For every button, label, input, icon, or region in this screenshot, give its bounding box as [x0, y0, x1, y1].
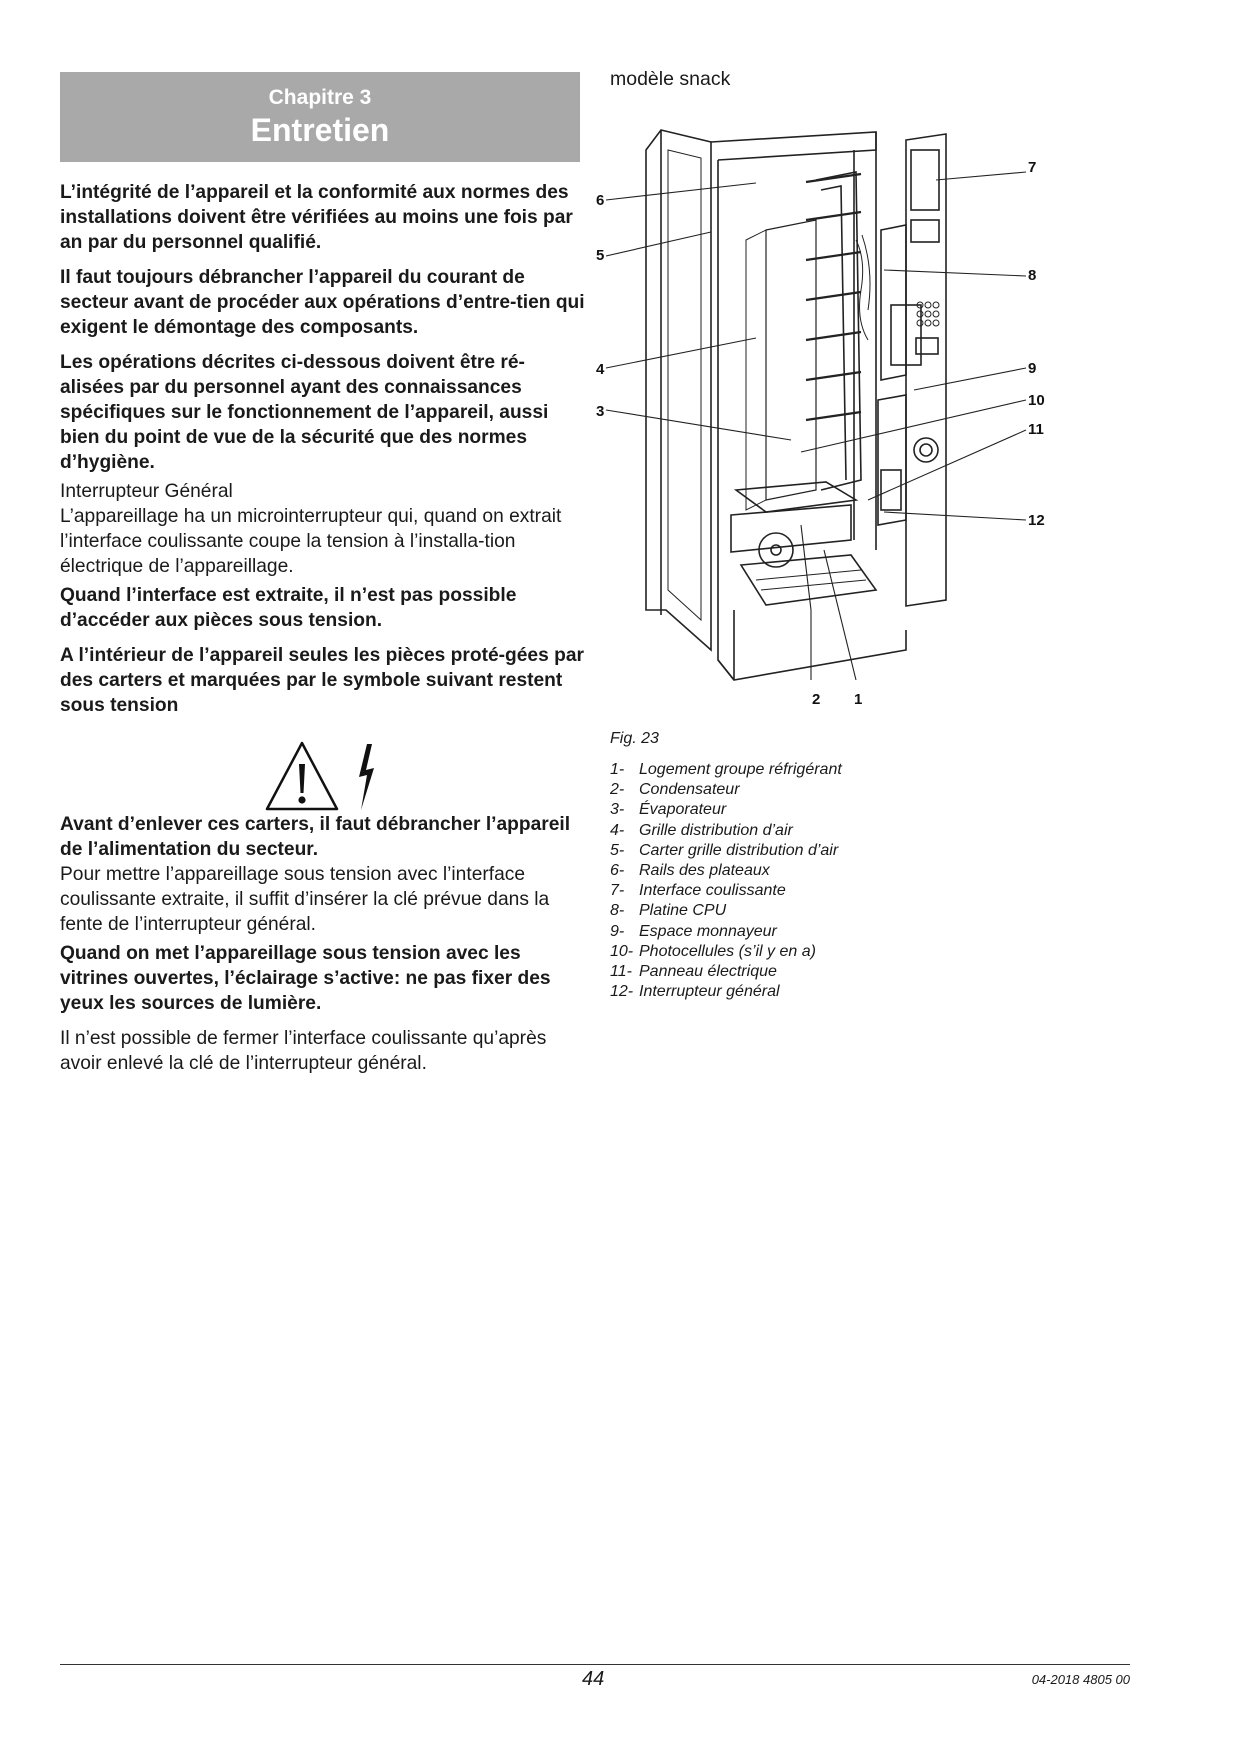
legend-item-number: 5- — [610, 841, 625, 859]
legend-item-number: 1- — [610, 761, 625, 778]
lightning-bolt-icon — [359, 744, 374, 810]
callout-9: 9 — [1028, 360, 1037, 377]
legend-item-number: 10- — [610, 942, 634, 960]
legend-item-text: Logement groupe réfrigérant — [639, 761, 842, 778]
paragraph-close-interface: Il n’est possible de fermer l’interface coulissante qu’après avoir enlevé la clé de l’interrupteur général. — [60, 1028, 547, 1074]
legend-item-text: Évaporateur — [639, 801, 727, 819]
remove-covers-text: Pour mettre l’appareillage sous tension avec l’interface coulissante extraite, il suffit d’insérer la clé prévue dans la fente de l’interrupteur général. — [60, 864, 550, 935]
legend-item — [610, 821, 1030, 841]
main-switch-text: L’appareillage ha un microinterrupteur qui, quand on extrait l’interface coulissante coupe la tension à l’installa-tion électrique de l’appareillage. — [60, 506, 562, 577]
vending-machine-diagram — [596, 120, 1096, 720]
legend-item-text: Platine CPU — [639, 902, 727, 920]
legend-item-text: Rails des plateaux — [639, 862, 770, 880]
callout-7: 7 — [1028, 159, 1037, 176]
legend-item-number: 4- — [610, 821, 625, 839]
footer-divider — [60, 1664, 1130, 1665]
callout-8: 8 — [1028, 267, 1037, 284]
legend-item-text: Panneau électrique — [639, 963, 777, 981]
callout-3: 3 — [596, 403, 605, 420]
legend-item — [610, 922, 1030, 942]
chapter-number: Chapitre 3 — [268, 86, 372, 109]
legend-item — [610, 861, 1030, 881]
legend-item-number: 8- — [610, 902, 625, 920]
legend-item — [610, 760, 1030, 780]
legend-item-text: Condensateur — [639, 781, 740, 799]
warning-symbols — [266, 740, 386, 814]
figure-label: Fig. 23 — [610, 730, 659, 747]
legend-item-number: 12- — [610, 983, 634, 1001]
legend-item — [610, 982, 1030, 1002]
callout-12: 12 — [1028, 512, 1045, 529]
body-text — [60, 180, 586, 1086]
legend-item — [610, 942, 1030, 962]
callout-11: 11 — [1028, 421, 1044, 438]
legend-item-text: Grille distribution d’air — [639, 821, 793, 839]
callout-4: 4 — [596, 361, 605, 378]
legend-item — [610, 901, 1030, 921]
callout-6: 6 — [596, 192, 605, 209]
legend-item-text: Photocellules (s’il y en a) — [639, 942, 816, 960]
legend-item-number: 6- — [610, 862, 625, 880]
paragraph-disconnect: Il faut toujours débrancher l’appareil du courant de secteur avant de procéder aux opérations d’entre-tien qui exigent le démontage des composants. — [60, 267, 585, 338]
warning-triangle-icon — [267, 743, 337, 809]
callout-2: 2 — [812, 691, 821, 708]
paragraph-main-switch — [60, 479, 586, 579]
legend-item — [610, 841, 1030, 861]
chapter-header — [60, 72, 580, 162]
legend-item-text: Interface coulissante — [639, 882, 786, 900]
figure-caption-top: modèle snack — [610, 68, 731, 90]
callout-5: 5 — [596, 247, 605, 264]
legend-item-number: 7- — [610, 882, 625, 900]
legend-item-number: 3- — [610, 801, 625, 819]
legend-item-text: Carter grille distribution d’air — [639, 841, 839, 859]
figure-legend — [610, 760, 1030, 1002]
legend-item-text: Espace monnayeur — [639, 922, 777, 940]
document-code: 04-2018 4805 00 — [1031, 1672, 1130, 1687]
paragraph-inspection: L’intégrité de l’appareil et la conformité aux normes des installations doivent être vérifiées au moins une fois par an par du personnel qualifié. — [60, 182, 573, 253]
paragraph-interface-extracted: Quand l’interface est extraite, il n’est pas possible d’accéder aux pièces sous tension. — [60, 585, 517, 631]
legend-item — [610, 962, 1030, 982]
legend-item-number: 9- — [610, 922, 625, 940]
section-heading-main-switch: Interrupteur Général — [60, 481, 233, 502]
paragraph-qualified-staff: Les opérations décrites ci-dessous doivent être ré-alisées par du personnel ayant des connaissances spécifiques sur le fonctionnement de l’appareil, aussi bien du point de vue de la sécurité que des normes d’hygiène. — [60, 352, 549, 473]
chapter-title: Entretien — [250, 112, 390, 148]
paragraph-protected-parts: A l’intérieur de l’appareil seules les pièces proté-gées par des carters et marquées par le symbole suivant restent sous tension — [60, 645, 584, 716]
paragraph-lighting-warning: Quand on met l’appareillage sous tension avec les vitrines ouvertes, l’éclairage s’active: ne pas fixer des yeux les sources de lumière. — [60, 943, 551, 1014]
remove-covers-warning: Avant d’enlever ces carters, il faut débrancher l’appareil de l’alimentation du secteur. — [60, 814, 571, 860]
legend-item — [610, 780, 1030, 800]
callout-1: 1 — [854, 691, 863, 708]
legend-item — [610, 881, 1030, 901]
legend-item-number: 11- — [610, 963, 632, 981]
paragraph-remove-covers — [60, 812, 586, 937]
callout-10: 10 — [1028, 392, 1045, 409]
legend-item-number: 2- — [610, 781, 625, 799]
legend-item — [610, 800, 1030, 820]
page-number: 44 — [582, 1668, 605, 1690]
legend-item-text: Interrupteur général — [639, 983, 780, 1001]
